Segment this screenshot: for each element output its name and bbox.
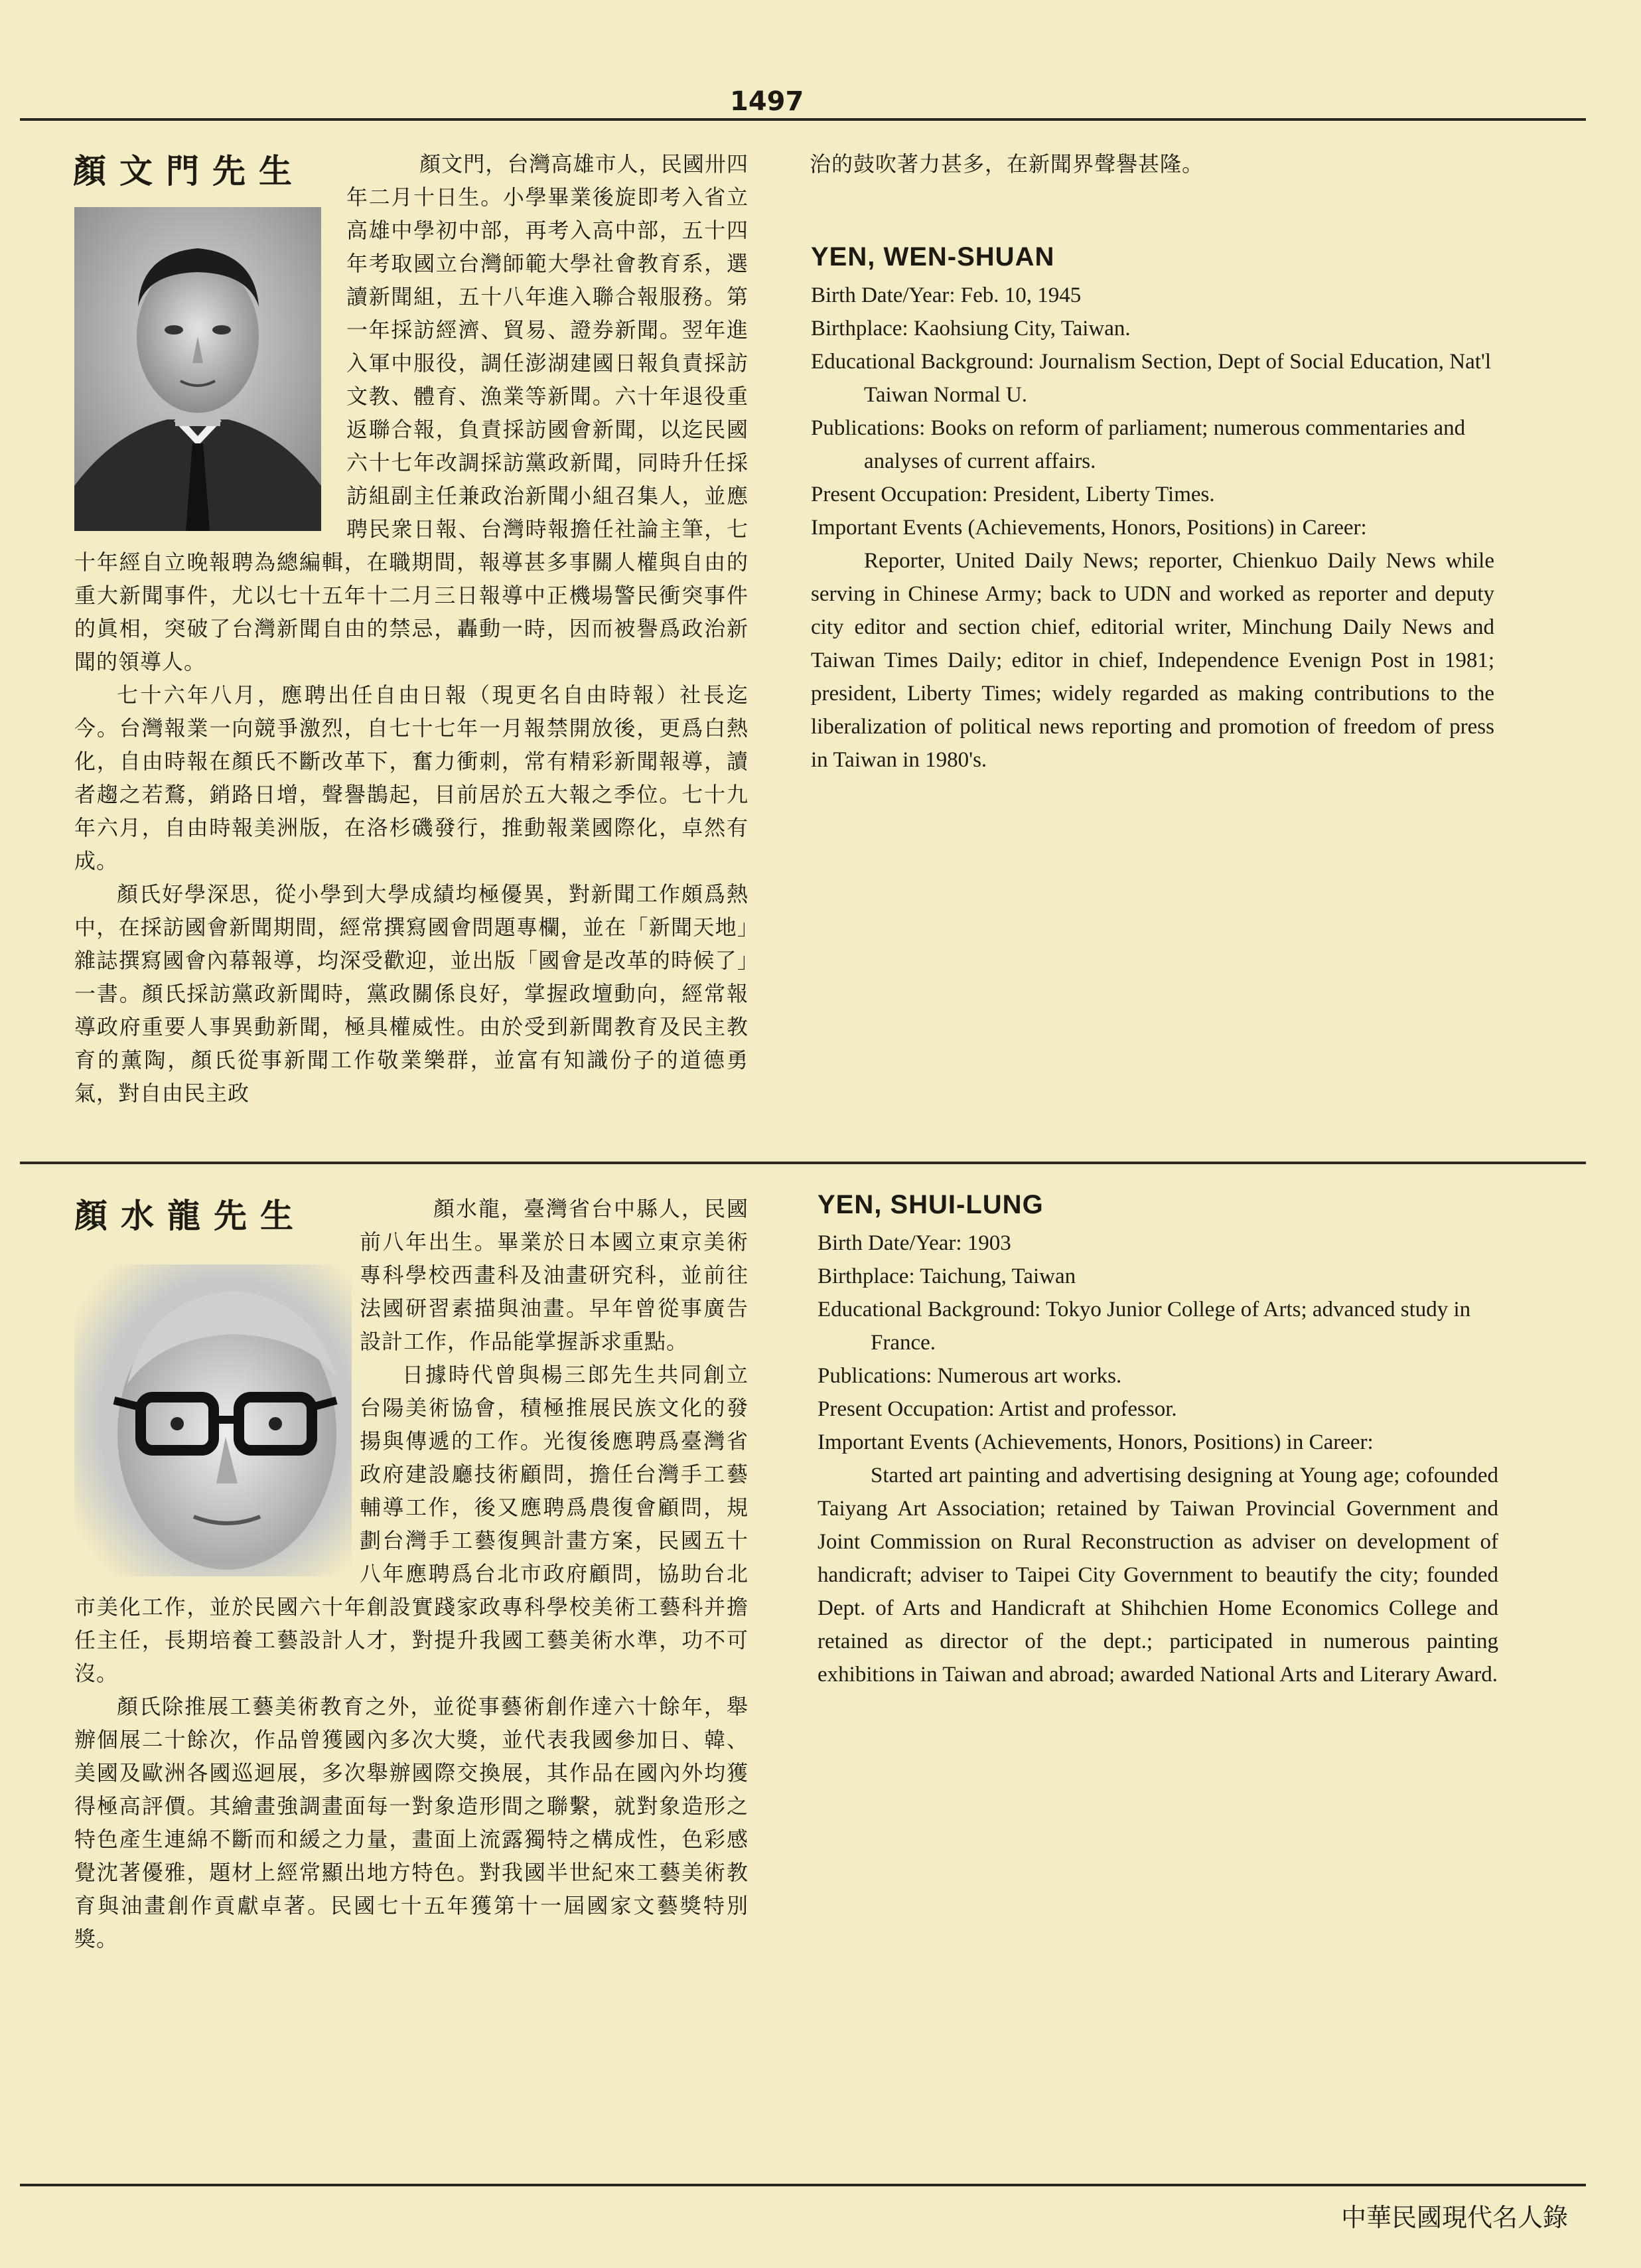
entry1-zh-paragraph-3: 顏氏好學深思，從小學到大學成績均極優異，對新聞工作頗爲熱中，在採訪國會新聞期間，經常撰寫國會問題專欄，並在「新聞天地」雜誌撰寫國會內幕報導，均深受歡迎，並出版「國會是改革的時候了」一書。顏氏採訪黨政新聞時，黨政關係良好，掌握政壇動向，經常報導政府重要人事異動新聞，極具權威性。由於受到新聞教育及民主教育的薰陶，顏氏從事新聞工作敬業樂群，並富有知識份子的道德勇氣，對自由民主政 (74, 881, 749, 1106)
entry2-publications: Publications: Numerous art works. (818, 1364, 1122, 1388)
top-divider (20, 118, 1586, 121)
entry2-birthplace: Birthplace: Taichung, Taiwan (818, 1264, 1076, 1288)
middle-divider (20, 1162, 1586, 1164)
entry1-birthplace: Birthplace: Kaohsiung City, Taiwan. (811, 317, 1131, 340)
entry2-english-biography (818, 1188, 1498, 1691)
entry1-zh-paragraph-1: 顏文門，台灣高雄市人，民國卅四年二月十日生。小學畢業後旋即考入省立高雄中學初中部，再考入高中部，五十四年考取國立台灣師範大學社會教育系，選讀新聞組，五十八年進入聯合報服務。第一年採訪經濟、貿易、證券新聞。翌年進入軍中服役，調任澎湖建國日報負責採訪文教、體育、漁業等新聞。六十年退役重返聯合報，負責採訪國會新聞，以迄民國六十七年改調採訪黨政新聞，同時升任採訪組副主任兼政治新聞小組召集人，並應聘民衆日報、台灣時報擔任社論主筆，七十年經自立晚報聘為總編輯，在職期間，報導甚多事關人權與自由的重大新聞事件，尤以七十五年十二月三日報導中正機場警民衝突事件的眞相，突破了台灣新聞自由的禁忌，轟動一時，因而被譽爲政治新聞的領導人。 (74, 151, 749, 674)
entry1-career-text: Reporter, United Daily News; reporter, Chienkuo Daily News while serving in Chinese Army; back to UDN and worked as reporter and deputy city editor and section chief, editorial writer, Minchung Daily News and Taiwan Times Daily; editor in chief, Independence Evenign Post in 1981; president, Liberty Times; widely regarded as making contributions to the liberalization of political news reporting and promotion of freedom of press in Taiwan in 1980's. (811, 549, 1494, 772)
entry2-chinese-name: 顏水龍先生 (74, 1197, 307, 1235)
entry1-chinese-name: 顏文門先生 (73, 152, 305, 190)
entry2-zh-paragraph-2: 日據時代曾與楊三郎先生共同創立台陽美術協會，積極推展民族文化的發揚與傳遞的工作。光復後應聘爲臺灣省政府建設廳技術顧問，擔任台灣手工藝輔導工作，後又應聘爲農復會顧問，規劃台灣手工藝復興計畫方案，民國五十八年應聘爲台北市政府顧問，協助台北市美化工作，並於民國六十年創設實踐家政專科學校美術工藝科并擔任主任，長期培養工藝設計人才，對提升我國工藝美術水準，功不可沒。 (74, 1362, 749, 1686)
entry2-chinese-biography (74, 1192, 749, 1955)
entry1-occupation: Present Occupation: President, Liberty Times. (811, 483, 1215, 506)
entry2-zh-paragraph-3: 顏氏除推展工藝美術教育之外，並從事藝術創作達六十餘年，舉辦個展二十餘次，作品曾獲國內多次大獎，並代表我國參加日、韓、美國及歐洲各國巡迴展，多次舉辦國際交換展，其作品在國內外均獲得極高評價。其繪畫強調畫面每一對象造形間之聯繫，就對象造形之特色產生連綿不斷而和緩之力量，畫面上流露獨特之構成性，色彩感覺沈著優雅，題材上經常顯出地方特色。對我國半世紀來工藝美術教育與油畫創作貢獻卓著。民國七十五年獲第十一屆國家文藝獎特別獎。 (74, 1694, 749, 1951)
entry1-education: Educational Background: Journalism Section, Dept of Social Education, Nat'l Taiwan Normal U. (811, 350, 1492, 407)
entry2-occupation: Present Occupation: Artist and professor. (818, 1397, 1177, 1421)
entry2-career-text: Started art painting and advertising designing at Young age; cofounded Taiyang Art Association; retained by Taiwan Provincial Government and Joint Commission on Rural Reconstruction as adviser on development of handicraft; adviser to Taipei City Government to beautify the city; founded Dept. of Arts and Handicraft at Shihchien Home Economics College and retained as director of the dept.; participated in numerous painting exhibitions in Taiwan and abroad; awarded National Arts and Literary Award. (818, 1464, 1498, 1687)
book-title-footer: 中華民國現代名人錄 (1340, 2203, 1568, 2232)
page-number: 1497 (730, 86, 804, 117)
entry1-chinese-continuation: 治的鼓吹著力甚多，在新聞界聲譽甚隆。 (810, 151, 1204, 177)
entry1-zh-paragraph-2: 七十六年八月，應聘出任自由日報（現更名自由時報）社長迄今。台灣報業一向競爭激烈，自七十七年一月報禁開放後，更爲白熱化，自由時報在顏氏不斷改革下，奮力衝刺，常有精彩新聞報導，讀者趨之若鶩，銷路日增，聲譽鵲起，目前居於五大報之季位。七十九年六月，自由時報美洲版，在洛杉磯發行，推動報業國際化，卓然有成。 (74, 682, 749, 873)
entry2-english-name: YEN, SHUI-LUNG (818, 1190, 1044, 1219)
entry1-chinese-biography (74, 147, 749, 1110)
entry2-birth-date: Birth Date/Year: 1903 (818, 1231, 1011, 1255)
entry1-english-name: YEN, WEN-SHUAN (811, 242, 1055, 271)
entry1-publications: Publications: Books on reform of parliament; numerous commentaries and analyses of current affairs. (811, 416, 1466, 473)
entry1-english-biography (811, 240, 1494, 777)
entry1-birth-date: Birth Date/Year: Feb. 10, 1945 (811, 283, 1082, 307)
entry1-events-heading: Important Events (Achievements, Honors, Positions) in Career: (811, 516, 1367, 540)
entry2-zh-paragraph-1: 顏水龍，臺灣省台中縣人，民國前八年出生。畢業於日本國立東京美術專科學校西畫科及油畫研究科，並前往法國研習素描與油畫。早年曾從事廣告設計工作，作品能掌握訴求重點。 (360, 1196, 749, 1354)
entry2-education: Educational Background: Tokyo Junior College of Arts; advanced study in France. (818, 1298, 1471, 1355)
entry2-events-heading: Important Events (Achievements, Honors, Positions) in Career: (818, 1430, 1374, 1454)
bottom-divider (20, 2184, 1586, 2186)
